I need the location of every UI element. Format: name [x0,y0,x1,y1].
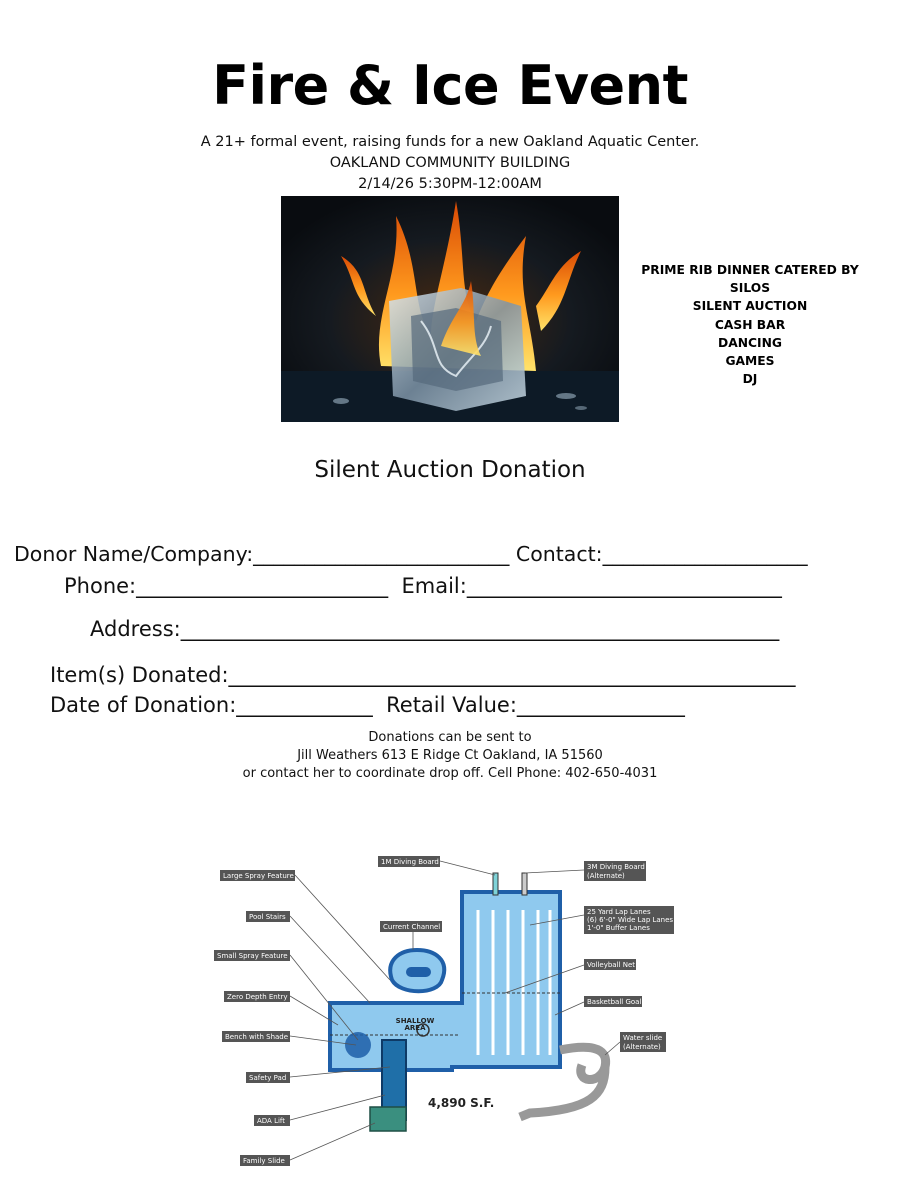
feature-item: SILENT AUCTION [692,299,808,314]
label-water-slide-alternate: (Alternate) [623,1043,661,1051]
donation-contact: or contact her to coordinate drop off. Cell Phone: 402-650-4031 [242,766,658,781]
label-family-slide: Family Slide [243,1157,285,1165]
water-slide [560,1047,606,1079]
label-current-channel: Current Channel [383,923,441,931]
spray-feature [345,1032,371,1058]
label-lane-width: (6) 6'-0" Wide Lap Lanes [587,916,674,924]
label-ada-lift: ADA Lift [257,1117,285,1125]
form-address-line: Address:_________________________________________________________ [90,617,780,641]
label-buffer-lanes: 1'-0" Buffer Lanes [587,924,650,932]
label-3m-diving: 3M Diving Board [587,863,645,871]
event-venue: OAKLAND COMMUNITY BUILDING [329,155,571,171]
event-title: Fire & Ice Event [212,54,688,117]
shallow-area-label: SHALLOW [395,1017,435,1025]
label-pool-stairs: Pool Stairs [249,913,286,921]
label-lap-lanes: 25 Yard Lap Lanes [587,908,651,916]
label-large-spray: Large Spray Feature [223,872,294,880]
event-datetime: 2/14/26 5:30PM-12:00AM [358,176,542,192]
feature-item: DANCING [717,335,782,350]
feature-item: DJ [742,372,758,387]
form-items-donated-line: Item(s) Donated:______________________________________________________ [50,663,796,687]
section-title: Silent Auction Donation [314,457,586,483]
feature-item: CASH BAR [714,317,786,332]
shallow-area-label: AREA [404,1024,426,1032]
label-small-spray: Small Spray Feature [217,952,288,960]
label-water-slide: Water slide [623,1034,663,1042]
form-date-value-line: Date of Donation:_____________ Retail Value:________________ [50,693,685,717]
donation-note-line: Donations can be sent to [368,730,532,745]
feature-item: GAMES [725,354,775,369]
feature-item: PRIME RIB DINNER CATERED BY SILOS [641,263,859,296]
label-safety-pad: Safety Pad [249,1074,287,1082]
family-slide [370,1107,406,1131]
event-description: A 21+ formal event, raising funds for a new Oakland Aquatic Center. [200,134,700,150]
event-features-list [622,261,878,388]
fire-ice-photo [281,196,619,422]
label-volleyball: Volleyball Net [587,961,636,969]
label-3m-alternate: (Alternate) [587,872,625,880]
form-donor-contact-line: Donor Name/Company:_________________________ Contact:____________________ [14,542,808,566]
label-bench-shade: Bench with Shade [225,1033,289,1041]
form-phone-email-line: Phone:________________________ Email:______________________________ [64,574,782,598]
label-1m-diving: 1M Diving Board [381,858,439,866]
left-labels [214,870,295,1166]
donation-address: Jill Weathers 613 E Ridge Ct Oakland, IA 51560 [297,748,603,763]
pool-area-label: 4,890 S.F. [428,1096,495,1110]
label-zero-depth: Zero Depth Entry [227,993,288,1001]
label-basketball: Basketball Goal [587,998,642,1006]
aquatic-center-site-plan [210,855,690,1170]
